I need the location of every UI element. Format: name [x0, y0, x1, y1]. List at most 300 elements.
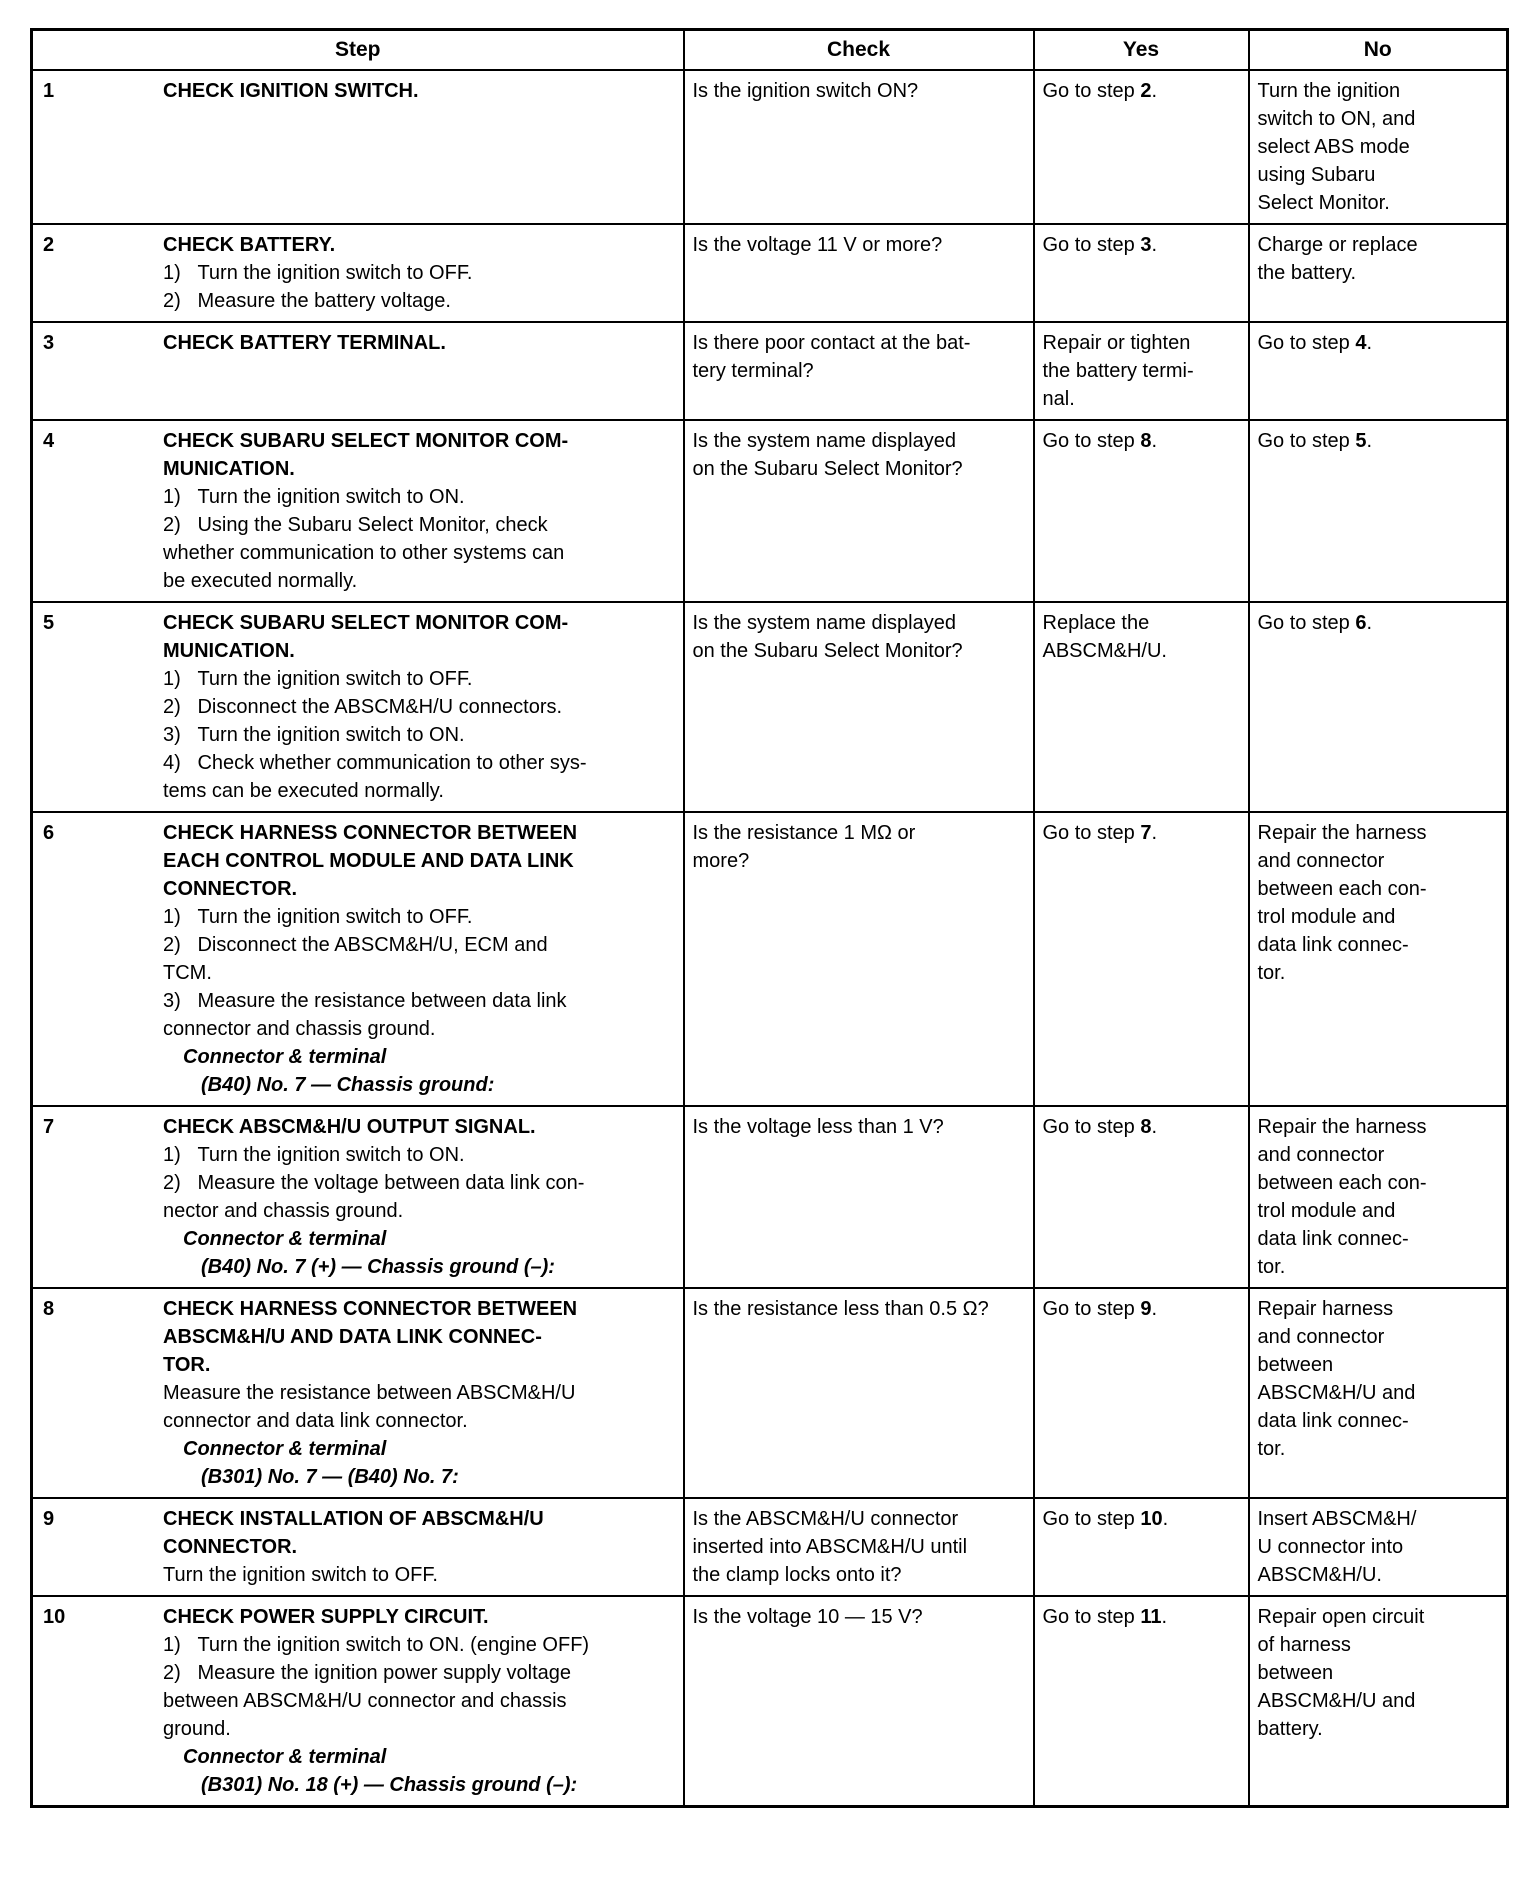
check-cell [684, 1106, 1034, 1288]
text-segment: on the Subaru Select Monitor? [692, 458, 963, 480]
text-line [1258, 1351, 1499, 1379]
table-row [32, 1288, 1508, 1498]
step-reference-number: 10 [1140, 1508, 1163, 1530]
step-reference-number: 8 [1140, 430, 1152, 452]
step-content [163, 819, 675, 1099]
text-segment: ABSCM&H/U. [1042, 640, 1167, 662]
text-line [163, 875, 675, 903]
text-segment: Is there poor contact at the bat- [692, 332, 971, 354]
text-segment: data link connec- [1257, 934, 1409, 956]
text-line [163, 511, 675, 539]
text-segment: between each con- [1257, 1172, 1427, 1194]
text-line [1258, 231, 1499, 259]
text-line [1258, 1379, 1499, 1407]
text-line [163, 1631, 675, 1659]
text-segment: . [1151, 234, 1158, 256]
text-segment: using Subaru [1257, 164, 1376, 186]
no-cell [1249, 1106, 1508, 1288]
text-segment: Turn the ignition [1257, 80, 1401, 102]
text-line [1258, 903, 1499, 931]
step-number: 6 [43, 822, 55, 844]
col-header-no: No [1249, 30, 1508, 71]
text-line [693, 1561, 1025, 1589]
text-segment: Is the voltage less than 1 V? [692, 1116, 944, 1138]
no-cell [1249, 1596, 1508, 1807]
text-segment: Is the voltage 10 — 15 V? [692, 1606, 923, 1628]
text-segment: Go to step [1042, 234, 1141, 256]
text-segment: CHECK BATTERY TERMINAL. [163, 332, 446, 354]
text-segment: (B40) No. 7 — Chassis ground: [201, 1074, 495, 1096]
text-line [163, 329, 675, 357]
step-number: 3 [43, 332, 55, 354]
text-line [693, 1113, 1025, 1141]
header-row [32, 30, 1508, 71]
text-line [693, 1603, 1025, 1631]
table-row [32, 322, 1508, 420]
step-content [163, 1505, 675, 1589]
table-body [32, 70, 1508, 1807]
check-cell [684, 812, 1034, 1106]
table-row [32, 812, 1508, 1106]
text-line [1043, 819, 1240, 847]
text-line [163, 665, 675, 693]
step-reference-number: 6 [1355, 612, 1367, 634]
text-line [163, 1323, 675, 1351]
text-segment: the clamp locks onto it? [692, 1564, 902, 1586]
text-line [1258, 1631, 1499, 1659]
yes-cell [1034, 602, 1249, 812]
text-line [693, 427, 1025, 455]
text-line [1043, 231, 1240, 259]
step-layout [33, 427, 675, 595]
step-content [163, 609, 675, 805]
text-segment: CONNECTOR. [163, 1536, 298, 1558]
text-segment: more? [692, 850, 750, 872]
text-line [1258, 189, 1499, 217]
text-line [1043, 357, 1240, 385]
text-line [1043, 1603, 1240, 1631]
text-segment: Go to step [1042, 1508, 1141, 1530]
text-segment: (B40) No. 7 (+) — Chassis ground (–): [201, 1256, 555, 1278]
text-line [163, 609, 675, 637]
check-cell [684, 1288, 1034, 1498]
table-header [32, 30, 1508, 71]
text-line [1043, 329, 1240, 357]
text-segment: data link connec- [1257, 1228, 1409, 1250]
text-segment: Measure the resistance between ABSCM&H/U [163, 1382, 576, 1404]
text-segment: 1) Turn the ignition switch to ON. [163, 486, 465, 508]
text-segment: Is the voltage 11 V or more? [692, 234, 943, 256]
text-line [163, 777, 675, 805]
yes-cell [1034, 812, 1249, 1106]
text-segment: on the Subaru Select Monitor? [692, 640, 963, 662]
text-line [163, 693, 675, 721]
text-segment: CHECK POWER SUPPLY CIRCUIT. [163, 1606, 489, 1628]
text-segment: . [1161, 1606, 1168, 1628]
text-segment: the battery termi- [1042, 360, 1194, 382]
text-segment: ground. [163, 1718, 231, 1740]
text-segment: . [1366, 612, 1373, 634]
text-line [693, 609, 1025, 637]
text-line [163, 749, 675, 777]
text-segment: Go to step [1042, 1298, 1141, 1320]
text-segment: CONNECTOR. [163, 878, 298, 900]
text-line [1258, 1295, 1499, 1323]
step-reference-number: 8 [1140, 1116, 1152, 1138]
text-segment: connector and chassis ground. [163, 1018, 436, 1040]
step-layout [33, 1113, 675, 1281]
text-segment: of harness [1257, 1634, 1351, 1656]
text-line [1043, 385, 1240, 413]
step-content [163, 427, 675, 595]
text-line [693, 357, 1025, 385]
no-cell [1249, 1498, 1508, 1596]
text-segment: 1) Turn the ignition switch to ON. (engine OFF) [163, 1634, 590, 1656]
text-line [1258, 1659, 1499, 1687]
step-reference-number: 9 [1140, 1298, 1152, 1320]
check-cell [684, 420, 1034, 602]
text-line [1043, 609, 1240, 637]
text-segment: Connector & terminal [183, 1438, 387, 1460]
check-cell [684, 602, 1034, 812]
text-segment: and connector [1257, 850, 1385, 872]
text-segment: trol module and [1257, 1200, 1396, 1222]
text-line [163, 1743, 675, 1771]
step-cell [32, 1288, 684, 1498]
text-segment: tems can be executed normally. [163, 780, 444, 802]
step-number: 8 [43, 1298, 55, 1320]
step-reference-number: 3 [1140, 234, 1152, 256]
text-segment: TOR. [163, 1354, 211, 1376]
text-segment: . [1151, 822, 1158, 844]
text-segment: Go to step [1042, 1116, 1141, 1138]
text-line [163, 1561, 675, 1589]
text-segment: between [1257, 1662, 1334, 1684]
yes-cell [1034, 224, 1249, 322]
table-row [32, 420, 1508, 602]
text-segment: CHECK HARNESS CONNECTOR BETWEEN [163, 822, 578, 844]
check-cell [684, 1498, 1034, 1596]
text-segment: Is the resistance 1 MΩ or [692, 822, 916, 844]
text-line [1258, 1113, 1499, 1141]
text-line [1258, 161, 1499, 189]
text-line [1258, 931, 1499, 959]
text-line [163, 1463, 675, 1491]
text-line [163, 1533, 675, 1561]
step-number: 10 [43, 1606, 66, 1628]
text-line [163, 1435, 675, 1463]
step-reference-number: 4 [1355, 332, 1367, 354]
text-line [693, 329, 1025, 357]
text-segment: Go to step [1042, 80, 1141, 102]
table-row [32, 1596, 1508, 1807]
text-segment: 1) Turn the ignition switch to ON. [163, 1144, 465, 1166]
step-layout [33, 231, 675, 315]
text-segment: Repair harness [1257, 1298, 1394, 1320]
text-segment: Go to step [1257, 332, 1356, 354]
text-line [163, 455, 675, 483]
text-segment: 4) Check whether communication to other sys- [163, 752, 587, 774]
text-line [1258, 959, 1499, 987]
step-reference-number: 2 [1140, 80, 1152, 102]
text-line [163, 1253, 675, 1281]
no-cell [1249, 420, 1508, 602]
step-cell [32, 420, 684, 602]
text-segment: inserted into ABSCM&H/U until [692, 1536, 968, 1558]
yes-cell [1034, 1498, 1249, 1596]
text-segment: Turn the ignition switch to OFF. [163, 1564, 438, 1586]
text-segment: Replace the [1042, 612, 1150, 634]
text-line [693, 77, 1025, 105]
yes-cell [1034, 70, 1249, 224]
table-row [32, 602, 1508, 812]
text-line [1258, 133, 1499, 161]
text-segment: nector and chassis ground. [163, 1200, 404, 1222]
text-segment: Is the system name displayed [692, 430, 956, 452]
no-cell [1249, 70, 1508, 224]
text-segment: . [1162, 1508, 1169, 1530]
text-segment: . [1151, 1298, 1158, 1320]
text-segment: Connector & terminal [183, 1046, 387, 1068]
text-segment: 2) Using the Subaru Select Monitor, check [163, 514, 548, 536]
text-segment: Go to step [1042, 822, 1141, 844]
text-line [163, 483, 675, 511]
text-line [163, 1687, 675, 1715]
step-cell [32, 1106, 684, 1288]
text-segment: and connector [1257, 1144, 1385, 1166]
text-line [163, 1379, 675, 1407]
table-row [32, 1106, 1508, 1288]
text-segment: Go to step [1257, 612, 1356, 634]
table-row [32, 224, 1508, 322]
text-segment: switch to ON, and [1257, 108, 1416, 130]
text-segment: MUNICATION. [163, 458, 295, 480]
text-segment: Go to step [1042, 430, 1141, 452]
step-content [163, 1295, 675, 1491]
text-line [163, 819, 675, 847]
text-segment: tor. [1257, 1256, 1286, 1278]
check-cell [684, 322, 1034, 420]
step-content [163, 1113, 675, 1281]
text-line [693, 1533, 1025, 1561]
troubleshooting-table [30, 28, 1509, 1808]
text-line [163, 1071, 675, 1099]
text-segment: Is the resistance less than 0.5 Ω? [692, 1298, 989, 1320]
text-segment: ABSCM&H/U and [1257, 1382, 1416, 1404]
step-layout [33, 77, 675, 105]
step-cell [32, 1596, 684, 1807]
no-cell [1249, 322, 1508, 420]
col-header-check: Check [684, 30, 1034, 71]
text-line [163, 637, 675, 665]
step-layout [33, 329, 675, 357]
text-line [163, 1169, 675, 1197]
text-segment: battery. [1257, 1718, 1323, 1740]
text-line [693, 637, 1025, 665]
text-line [163, 987, 675, 1015]
text-line [163, 931, 675, 959]
text-line [1258, 1197, 1499, 1225]
step-cell [32, 224, 684, 322]
text-segment: tery terminal? [692, 360, 814, 382]
text-line [1258, 259, 1499, 287]
check-cell [684, 1596, 1034, 1807]
text-segment: be executed normally. [163, 570, 358, 592]
text-line [163, 231, 675, 259]
text-segment: the battery. [1257, 262, 1357, 284]
text-segment: Repair the harness [1257, 822, 1427, 844]
text-line [1043, 77, 1240, 105]
text-line [1258, 1435, 1499, 1463]
text-segment: 1) Turn the ignition switch to OFF. [163, 668, 473, 690]
text-line [693, 847, 1025, 875]
text-line [1258, 1687, 1499, 1715]
text-segment: select ABS mode [1257, 136, 1410, 158]
text-line [163, 903, 675, 931]
text-segment: MUNICATION. [163, 640, 295, 662]
text-segment: nal. [1042, 388, 1075, 410]
text-line [163, 259, 675, 287]
text-line [693, 455, 1025, 483]
text-line [163, 1505, 675, 1533]
yes-cell [1034, 1596, 1249, 1807]
text-segment: ABSCM&H/U and [1257, 1690, 1416, 1712]
no-cell [1249, 1288, 1508, 1498]
text-segment: CHECK HARNESS CONNECTOR BETWEEN [163, 1298, 578, 1320]
text-line [163, 847, 675, 875]
text-segment: and connector [1257, 1326, 1385, 1348]
text-segment: Is the system name displayed [692, 612, 956, 634]
step-cell [32, 70, 684, 224]
text-segment: tor. [1257, 1438, 1286, 1460]
text-segment: EACH CONTROL MODULE AND DATA LINK [163, 850, 574, 872]
text-segment: Go to step [1257, 430, 1356, 452]
text-segment: data link connec- [1257, 1410, 1409, 1432]
text-segment: U connector into [1257, 1536, 1404, 1558]
text-segment: TCM. [163, 962, 212, 984]
text-line [163, 1603, 675, 1631]
text-segment: CHECK ABSCM&H/U OUTPUT SIGNAL. [163, 1116, 536, 1138]
text-segment: 2) Measure the battery voltage. [163, 290, 451, 312]
text-line [1258, 609, 1499, 637]
text-line [163, 1771, 675, 1799]
step-reference-number: 5 [1355, 430, 1367, 452]
text-segment: Connector & terminal [183, 1746, 387, 1768]
text-line [1043, 1505, 1240, 1533]
text-line [163, 1351, 675, 1379]
text-segment: CHECK SUBARU SELECT MONITOR COM- [163, 612, 569, 634]
text-line [163, 567, 675, 595]
text-line [1258, 1323, 1499, 1351]
text-segment: trol module and [1257, 906, 1396, 928]
text-line [163, 1043, 675, 1071]
step-layout [33, 1603, 675, 1799]
step-number: 1 [43, 80, 55, 102]
text-segment: 3) Measure the resistance between data link [163, 990, 567, 1012]
text-line [163, 427, 675, 455]
text-segment: . [1151, 80, 1158, 102]
step-cell [32, 1498, 684, 1596]
step-reference-number: 11 [1140, 1606, 1162, 1628]
text-segment: (B301) No. 7 — (B40) No. 7: [201, 1466, 459, 1488]
text-line [1258, 1407, 1499, 1435]
text-line [1258, 1169, 1499, 1197]
text-segment: . [1151, 1116, 1158, 1138]
text-segment: Connector & terminal [183, 1228, 387, 1250]
text-line [1258, 1603, 1499, 1631]
text-segment: 1) Turn the ignition switch to OFF. [163, 906, 473, 928]
text-line [693, 819, 1025, 847]
yes-cell [1034, 1288, 1249, 1498]
text-segment: Go to step [1042, 1606, 1141, 1628]
text-line [1258, 1505, 1499, 1533]
text-line [163, 77, 675, 105]
step-number: 9 [43, 1508, 55, 1530]
text-line [1258, 77, 1499, 105]
text-line [163, 1225, 675, 1253]
text-segment: between each con- [1257, 878, 1427, 900]
text-segment: Repair the harness [1257, 1116, 1427, 1138]
step-layout [33, 1505, 675, 1589]
table-row [32, 1498, 1508, 1596]
text-segment: CHECK INSTALLATION OF ABSCM&H/U [163, 1508, 544, 1530]
text-line [163, 1141, 675, 1169]
step-number: 4 [43, 430, 55, 452]
text-segment: 3) Turn the ignition switch to ON. [163, 724, 465, 746]
col-header-yes: Yes [1034, 30, 1249, 71]
yes-cell [1034, 420, 1249, 602]
text-line [163, 1113, 675, 1141]
check-cell [684, 224, 1034, 322]
text-line [163, 959, 675, 987]
text-segment: 2) Disconnect the ABSCM&H/U, ECM and [163, 934, 548, 956]
text-segment: tor. [1257, 962, 1286, 984]
text-line [1258, 105, 1499, 133]
text-segment: 2) Measure the ignition power supply voltage [163, 1662, 572, 1684]
step-number: 2 [43, 234, 55, 256]
step-number: 7 [43, 1116, 55, 1138]
text-segment: CHECK BATTERY. [163, 234, 336, 256]
text-line [1258, 819, 1499, 847]
text-line [1043, 637, 1240, 665]
text-segment: Is the ignition switch ON? [692, 80, 919, 102]
step-content [163, 1603, 675, 1799]
text-line [1258, 1533, 1499, 1561]
step-layout [33, 609, 675, 805]
text-line [163, 287, 675, 315]
step-content [163, 329, 675, 357]
text-line [1258, 1141, 1499, 1169]
yes-cell [1034, 322, 1249, 420]
text-segment: between ABSCM&H/U connector and chassis [163, 1690, 567, 1712]
text-line [693, 1505, 1025, 1533]
check-cell [684, 70, 1034, 224]
text-line [1258, 1253, 1499, 1281]
yes-cell [1034, 1106, 1249, 1288]
text-line [1258, 427, 1499, 455]
text-segment: Repair open circuit [1257, 1606, 1425, 1628]
step-content [163, 77, 675, 105]
text-line [693, 231, 1025, 259]
text-line [163, 539, 675, 567]
no-cell [1249, 602, 1508, 812]
text-line [163, 1715, 675, 1743]
text-line [1043, 427, 1240, 455]
text-segment: connector and data link connector. [163, 1410, 468, 1432]
step-layout [33, 819, 675, 1099]
text-segment: . [1366, 332, 1373, 354]
text-segment: 2) Disconnect the ABSCM&H/U connectors. [163, 696, 563, 718]
